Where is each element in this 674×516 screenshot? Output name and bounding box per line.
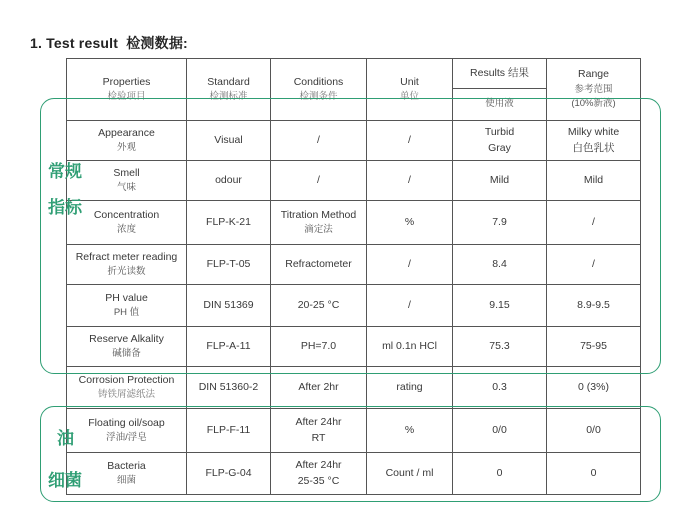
annotation-label: 细菌 [48, 471, 82, 491]
cell-range: Milky white 白色乳状 [547, 121, 641, 161]
heading-title-cn: 检测数据: [126, 35, 188, 51]
cell-standard: Visual [187, 121, 271, 161]
annotation-label: 常规 [48, 162, 82, 182]
cell-conditions: / [271, 121, 367, 161]
annotation-label: 油 [57, 429, 74, 449]
cell-result: 0 [453, 453, 547, 495]
header-row [67, 59, 641, 89]
cell-standard: DIN 51360-2 [187, 367, 271, 409]
annotation-label: 指标 [48, 198, 82, 218]
header-results: Results 结果 [453, 59, 547, 89]
cell-standard: FLP-G-04 [187, 453, 271, 495]
header-conditions: Conditions 检测条件 [271, 59, 367, 121]
cell-unit: ml 0.1n HCl [367, 327, 453, 367]
cell-property: Refract meter reading 折光读数 [67, 245, 187, 285]
cell-property: PH value PH 值 [67, 285, 187, 327]
cell-unit: / [367, 161, 453, 201]
cell-range: Mild [547, 161, 641, 201]
cell-range: 75-95 [547, 327, 641, 367]
cell-unit: Count / ml [367, 453, 453, 495]
cell-unit: rating [367, 367, 453, 409]
cell-property: Appearance 外观 [67, 121, 187, 161]
cell-conditions: After 2hr [271, 367, 367, 409]
highlight-box-regular-indicators [40, 98, 661, 374]
cell-property: Smell 气味 [67, 161, 187, 201]
heading-title: Test result [46, 35, 119, 51]
cell-property: Reserve Alkality 碱储备 [67, 327, 187, 367]
cell-unit: / [367, 285, 453, 327]
cell-conditions: After 24hr 25-35 °C [271, 453, 367, 495]
cell-range: 8.9-9.5 [547, 285, 641, 327]
cell-conditions: 20-25 °C [271, 285, 367, 327]
cell-standard: DIN 51369 [187, 285, 271, 327]
cell-standard: FLP-A-11 [187, 327, 271, 367]
cell-conditions: Refractometer [271, 245, 367, 285]
cell-range: 0 (3%) [547, 367, 641, 409]
cell-range: / [547, 245, 641, 285]
header-range: Range 参考范围 (10%新液) [547, 59, 641, 121]
cell-unit: / [367, 245, 453, 285]
cell-result: 7.9 [453, 201, 547, 245]
cell-result: 0/0 [453, 409, 547, 453]
cell-standard: FLP-K-21 [187, 201, 271, 245]
heading-number: 1. [30, 35, 43, 51]
cell-property: Concentration 浓度 [67, 201, 187, 245]
cell-property: Corrosion Protection 铸铁屑滤纸法 [67, 367, 187, 409]
header-unit: Unit 单位 [367, 59, 453, 121]
cell-standard: FLP-T-05 [187, 245, 271, 285]
cell-range: / [547, 201, 641, 245]
header-properties: Properties 检验项目 [67, 59, 187, 121]
cell-result: Turbid Gray [453, 121, 547, 161]
highlight-box-oil-bacteria [40, 406, 661, 502]
cell-property: Floating oil/soap 浮油/浮皂 [67, 409, 187, 453]
cell-standard: odour [187, 161, 271, 201]
cell-range: 0 [547, 453, 641, 495]
cell-conditions: / [271, 161, 367, 201]
cell-conditions: After 24hr RT [271, 409, 367, 453]
cell-range: 0/0 [547, 409, 641, 453]
cell-result: Mild [453, 161, 547, 201]
cell-property: Bacteria 细菌 [67, 453, 187, 495]
cell-standard: FLP-F-11 [187, 409, 271, 453]
cell-conditions: Titration Method 滴定法 [271, 201, 367, 245]
cell-unit: % [367, 201, 453, 245]
header-results-sub: 使用液 [453, 89, 547, 121]
cell-result: 75.3 [453, 327, 547, 367]
section-heading [30, 33, 188, 53]
cell-result: 0.3 [453, 367, 547, 409]
header-standard: Standard 检测标准 [187, 59, 271, 121]
cell-conditions: PH=7.0 [271, 327, 367, 367]
cell-result: 9.15 [453, 285, 547, 327]
cell-unit: % [367, 409, 453, 453]
cell-unit: / [367, 121, 453, 161]
cell-result: 8.4 [453, 245, 547, 285]
